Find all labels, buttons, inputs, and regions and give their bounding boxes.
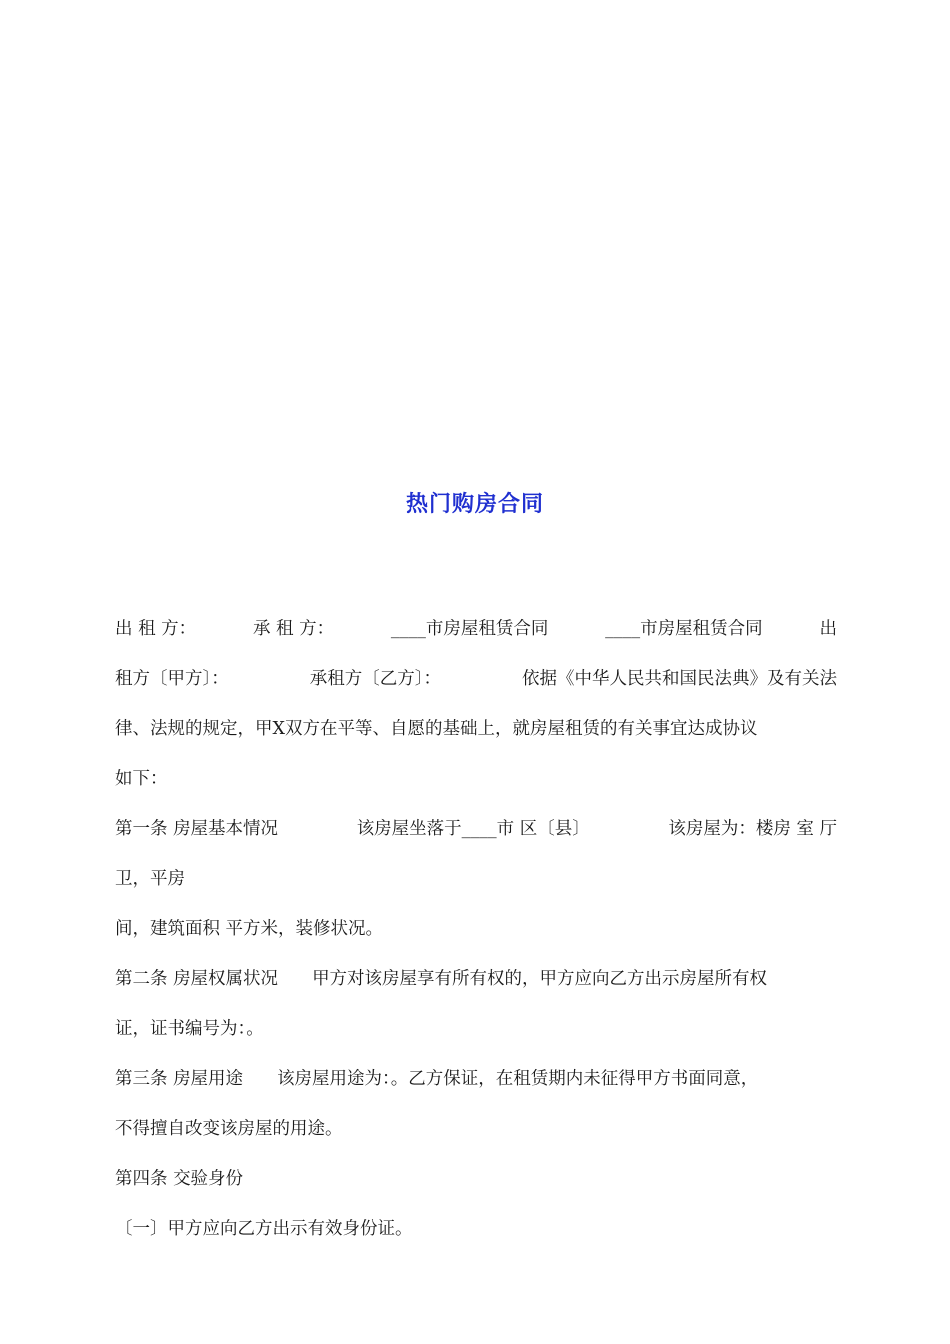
paragraph-line xyxy=(115,904,837,954)
section-heading-line xyxy=(115,804,837,854)
text-segment: 不得擅自改变该房屋的用途。 xyxy=(115,1119,343,1139)
paragraph-line xyxy=(115,1204,837,1254)
paragraph-line xyxy=(115,1104,837,1154)
text-segment: 租方〔甲方〕： xyxy=(115,669,229,689)
text-segment: 该房屋坐落于____市 区〔县〕 xyxy=(356,819,590,839)
paragraph-line xyxy=(115,704,837,754)
paragraph-line xyxy=(115,654,837,704)
text-segment: ____市房屋租赁合同 xyxy=(390,619,549,639)
text-segment: 间，建筑面积 平方米，装修状况。 xyxy=(115,919,384,939)
paragraph-line xyxy=(115,604,837,654)
text-segment: 该房屋用途为：。乙方保证，在租赁期内未征得甲方书面同意， xyxy=(277,1069,759,1089)
text-segment: 律、法规的规定，甲X双方在平等、自愿的基础上，就房屋租赁的有关事宜达成协议 xyxy=(115,719,758,739)
paragraph-line xyxy=(115,1004,837,1054)
section-heading: 第四条 交验身份 xyxy=(115,1169,244,1189)
text-segment: 〔一〕甲方应向乙方出示有效身份证。 xyxy=(115,1219,413,1239)
text-segment: 承租方〔乙方〕： xyxy=(309,669,441,689)
section-heading: 第一条 房屋基本情况 xyxy=(115,819,279,839)
document-title: 热门购房合同 xyxy=(405,492,544,517)
text-segment: 依据《中华人民共和国民法典》及有关法 xyxy=(522,669,837,689)
text-segment: 出 xyxy=(819,619,837,639)
paragraph-line xyxy=(115,754,837,804)
section-heading: 第三条 房屋用途 xyxy=(115,1069,244,1089)
text-segment: 证，证书编号为：。 xyxy=(115,1019,264,1039)
section-heading-line xyxy=(115,1054,837,1104)
paragraph-line xyxy=(115,854,837,904)
section-heading: 第二条 房屋权属状况 xyxy=(115,969,279,989)
text-segment: 承 租 方： xyxy=(252,619,335,639)
text-segment: 出 租 方： xyxy=(115,619,197,639)
text-segment: 甲方对该房屋享有所有权的，甲方应向乙方出示房屋所有权 xyxy=(312,969,768,989)
text-segment: 该房屋为：楼房 室 厅 xyxy=(668,819,837,839)
contract-body xyxy=(115,604,837,1254)
text-segment: 如下： xyxy=(115,769,168,789)
section-heading-line xyxy=(115,954,837,1004)
text-segment: ____市房屋租赁合同 xyxy=(605,619,763,639)
section-heading-line xyxy=(115,1154,837,1204)
text-segment: 卫，平房 xyxy=(115,869,185,889)
